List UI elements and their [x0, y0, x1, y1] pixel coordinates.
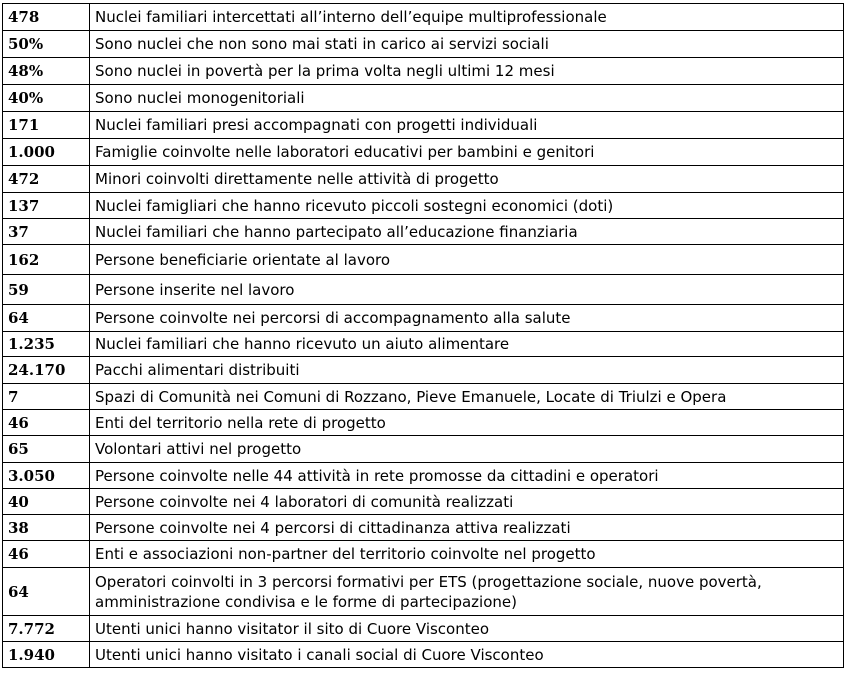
row-value: 171: [3, 112, 90, 139]
row-value: 478: [3, 4, 90, 31]
row-value: 1.000: [3, 139, 90, 166]
table-row: [3, 193, 844, 219]
table-row: [3, 384, 844, 410]
table-row: [3, 166, 844, 193]
table-row: [3, 275, 844, 305]
stats-table: [2, 3, 844, 668]
row-description: Nuclei familiari che hanno ricevuto un aiuto alimentare: [90, 332, 844, 357]
row-value: 38: [3, 515, 90, 541]
row-description: Nuclei familiari presi accompagnati con progetti individuali: [90, 112, 844, 139]
row-description: Sono nuclei in povertà per la prima volta negli ultimi 12 mesi: [90, 58, 844, 85]
row-value: 1.235: [3, 332, 90, 357]
row-description: Persone inserite nel lavoro: [90, 275, 844, 305]
row-description: Sono nuclei che non sono mai stati in carico ai servizi sociali: [90, 31, 844, 58]
table-row: [3, 568, 844, 616]
row-value: 1.940: [3, 642, 90, 668]
row-description: Pacchi alimentari distribuiti: [90, 357, 844, 384]
row-description: Persone coinvolte nei 4 percorsi di cittadinanza attiva realizzati: [90, 515, 844, 541]
row-description: Persone coinvolte nei 4 laboratori di comunità realizzati: [90, 489, 844, 515]
row-description: Famiglie coinvolte nelle laboratori educativi per bambini e genitori: [90, 139, 844, 166]
row-value: 46: [3, 410, 90, 436]
row-value: 40%: [3, 85, 90, 112]
row-value: 137: [3, 193, 90, 219]
row-description: Enti del territorio nella rete di progetto: [90, 410, 844, 436]
row-value: 64: [3, 305, 90, 332]
table-row: [3, 463, 844, 489]
row-value: 48%: [3, 58, 90, 85]
table-row: [3, 245, 844, 275]
row-value: 7: [3, 384, 90, 410]
table-row: [3, 541, 844, 568]
row-description: Nuclei famigliari che hanno ricevuto piccoli sostegni economici (doti): [90, 193, 844, 219]
row-description: Nuclei familiari intercettati all’interno dell’equipe multiprofessionale: [90, 4, 844, 31]
table-row: [3, 58, 844, 85]
table-row: [3, 436, 844, 463]
row-value: 64: [3, 568, 90, 616]
row-value: 65: [3, 436, 90, 463]
table-row: [3, 410, 844, 436]
row-value: 59: [3, 275, 90, 305]
row-value: 37: [3, 219, 90, 245]
table-row: [3, 515, 844, 541]
row-description: Utenti unici hanno visitato i canali social di Cuore Visconteo: [90, 642, 844, 668]
row-description: Minori coinvolti direttamente nelle attività di progetto: [90, 166, 844, 193]
table-row: [3, 112, 844, 139]
row-value: 162: [3, 245, 90, 275]
row-description: Persone coinvolte nei percorsi di accompagnamento alla salute: [90, 305, 844, 332]
row-value: 46: [3, 541, 90, 568]
row-value: 50%: [3, 31, 90, 58]
row-value: 40: [3, 489, 90, 515]
row-value: 7.772: [3, 616, 90, 642]
table-row: [3, 219, 844, 245]
table-row: [3, 85, 844, 112]
row-description: Utenti unici hanno visitator il sito di Cuore Visconteo: [90, 616, 844, 642]
row-description: Persone coinvolte nelle 44 attività in rete promosse da cittadini e operatori: [90, 463, 844, 489]
table-row: [3, 489, 844, 515]
table-row: [3, 4, 844, 31]
row-value: 24.170: [3, 357, 90, 384]
row-description: Nuclei familiari che hanno partecipato all’educazione finanziaria: [90, 219, 844, 245]
stats-table-body: [3, 4, 844, 668]
row-description: Sono nuclei monogenitoriali: [90, 85, 844, 112]
row-value: 3.050: [3, 463, 90, 489]
table-row: [3, 642, 844, 668]
table-row: [3, 31, 844, 58]
row-description: Persone beneficiarie orientate al lavoro: [90, 245, 844, 275]
table-row: [3, 305, 844, 332]
row-description: Enti e associazioni non-partner del territorio coinvolte nel progetto: [90, 541, 844, 568]
table-row: [3, 616, 844, 642]
row-description: Volontari attivi nel progetto: [90, 436, 844, 463]
table-row: [3, 332, 844, 357]
table-row: [3, 357, 844, 384]
row-description: Spazi di Comunità nei Comuni di Rozzano, Pieve Emanuele, Locate di Triulzi e Opera: [90, 384, 844, 410]
row-description: Operatori coinvolti in 3 percorsi formativi per ETS (progettazione sociale, nuove povertà, amministrazione condivisa e le forme di partecipazione): [90, 568, 844, 616]
table-row: [3, 139, 844, 166]
row-value: 472: [3, 166, 90, 193]
